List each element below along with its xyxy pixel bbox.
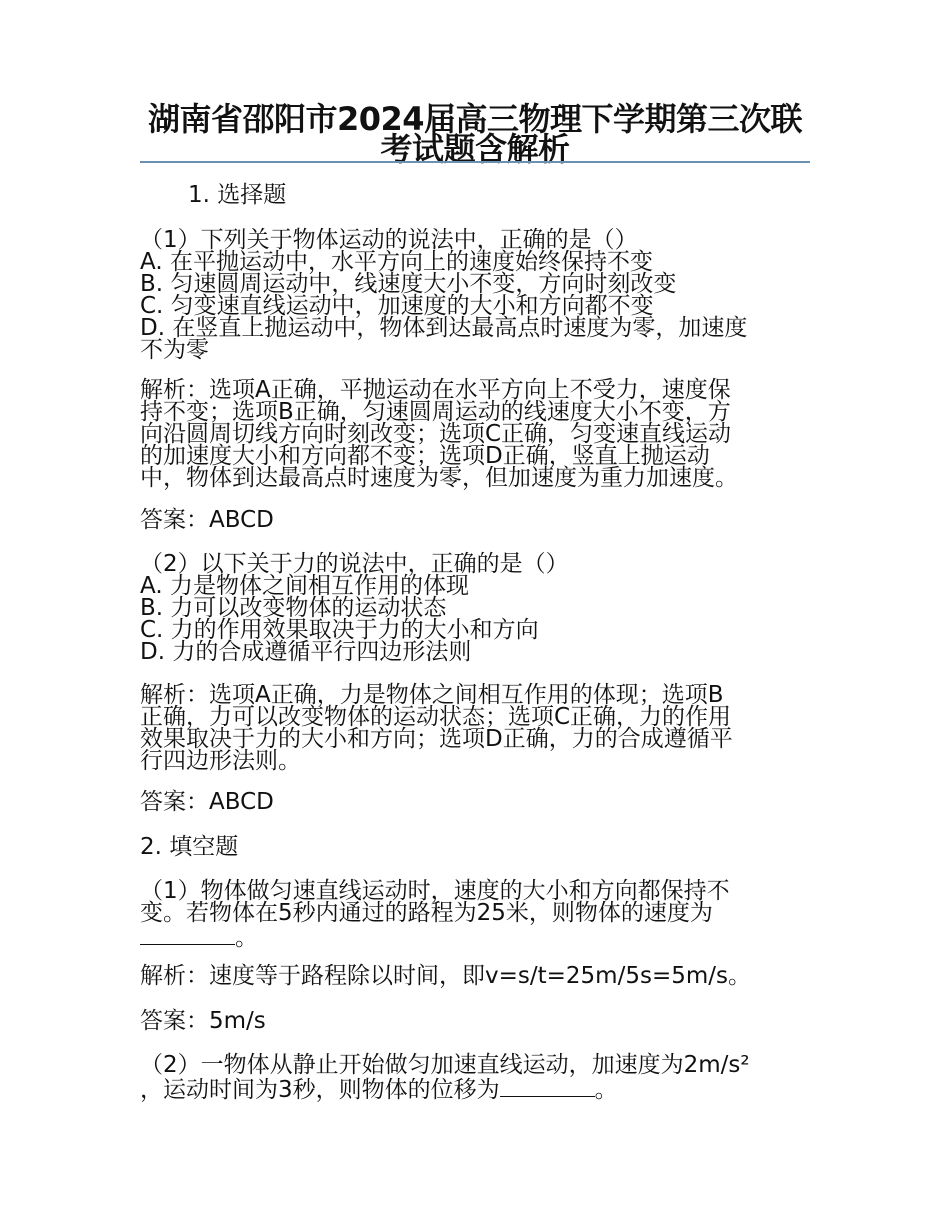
question-2-answer: 答案：ABCD <box>140 789 274 815</box>
option-d: D. 在竖直上抛运动中，物体到达最高点时速度为零，加速度 <box>140 315 748 341</box>
question-2-analysis <box>140 684 800 772</box>
fill-1-answer: 答案：5m/s <box>140 1008 266 1034</box>
question-stem: （1）下列关于物体运动的说法中，正确的是（） <box>140 227 638 253</box>
question-stem-continued: 变。若物体在5秒内通过的路程为25米，则物体的速度为 <box>140 900 713 926</box>
option-b: B. 力可以改变物体的运动状态 <box>140 595 447 621</box>
line-end: 。 <box>594 1077 618 1103</box>
option-c: C. 匀变速直线运动中，加速度的大小和方向都不变 <box>140 293 654 319</box>
analysis-line: 向沿圆周切线方向时刻改变；选项C正确，匀变速直线运动 <box>140 421 732 447</box>
analysis-line: 解析：选项A正确，力是物体之间相互作用的体现；选项B <box>140 682 724 708</box>
question-1-answer: 答案：ABCD <box>140 507 274 533</box>
section-heading-choice: 1. 选择题 <box>188 182 287 208</box>
answer-blank-line <box>140 1076 800 1103</box>
analysis-line: 解析：选项A正确，平抛运动在水平方向上不受力，速度保 <box>140 377 731 403</box>
option-b: B. 匀速圆周运动中，线速度大小不变，方向时刻改变 <box>140 271 677 297</box>
section-heading-fill: 2. 填空题 <box>140 834 239 860</box>
analysis-line: 行四边形法则。 <box>140 748 301 774</box>
option-a: A. 力是物体之间相互作用的体现 <box>140 573 469 599</box>
question-1-block <box>140 229 800 361</box>
question-1-analysis <box>140 379 800 489</box>
question-stem: （2）一物体从静止开始做匀加速直线运动，加速度为2m/s² <box>140 1052 750 1078</box>
option-d: D. 力的合成遵循平行四边形法则 <box>140 639 472 665</box>
fill-question-1 <box>140 878 800 951</box>
question-stem: （2）以下关于力的说法中，正确的是（） <box>140 551 569 577</box>
option-d-continued: 不为零 <box>140 337 209 363</box>
answer-blank[interactable] <box>500 1076 595 1097</box>
analysis-line: 正确，力可以改变物体的运动状态；选项C正确，力的作用 <box>140 704 732 730</box>
question-stem-continued: ，运动时间为3秒，则物体的位移为 <box>140 1077 500 1103</box>
title-underline <box>140 161 810 163</box>
analysis-line: 中，物体到达最高点时速度为零，但加速度为重力加速度。 <box>140 465 738 491</box>
analysis-line: 持不变；选项B正确，匀速圆周运动的线速度大小不变，方 <box>140 399 731 425</box>
fill-1-analysis: 解析：速度等于路程除以时间，即v=s/t=25m/5s=5m/s。 <box>140 963 751 989</box>
answer-blank-line <box>140 924 800 951</box>
answer-blank[interactable] <box>140 924 235 945</box>
option-c: C. 力的作用效果取决于力的大小和方向 <box>140 617 539 643</box>
question-stem: （1）物体做匀速直线运动时，速度的大小和方向都保持不 <box>140 878 730 904</box>
analysis-line: 效果取决于力的大小和方向；选项D正确，力的合成遵循平 <box>140 726 733 752</box>
question-2-block <box>140 553 800 663</box>
option-a: A. 在平抛运动中，水平方向上的速度始终保持不变 <box>140 249 653 275</box>
line-end: 。 <box>235 925 258 951</box>
document-title: 湖南省邵阳市2024届高三物理下学期第三次联考试题含解析 <box>147 100 803 168</box>
fill-question-2 <box>140 1052 800 1103</box>
analysis-line: 的加速度大小和方向都不变；选项D正确，竖直上抛运动 <box>140 443 710 469</box>
